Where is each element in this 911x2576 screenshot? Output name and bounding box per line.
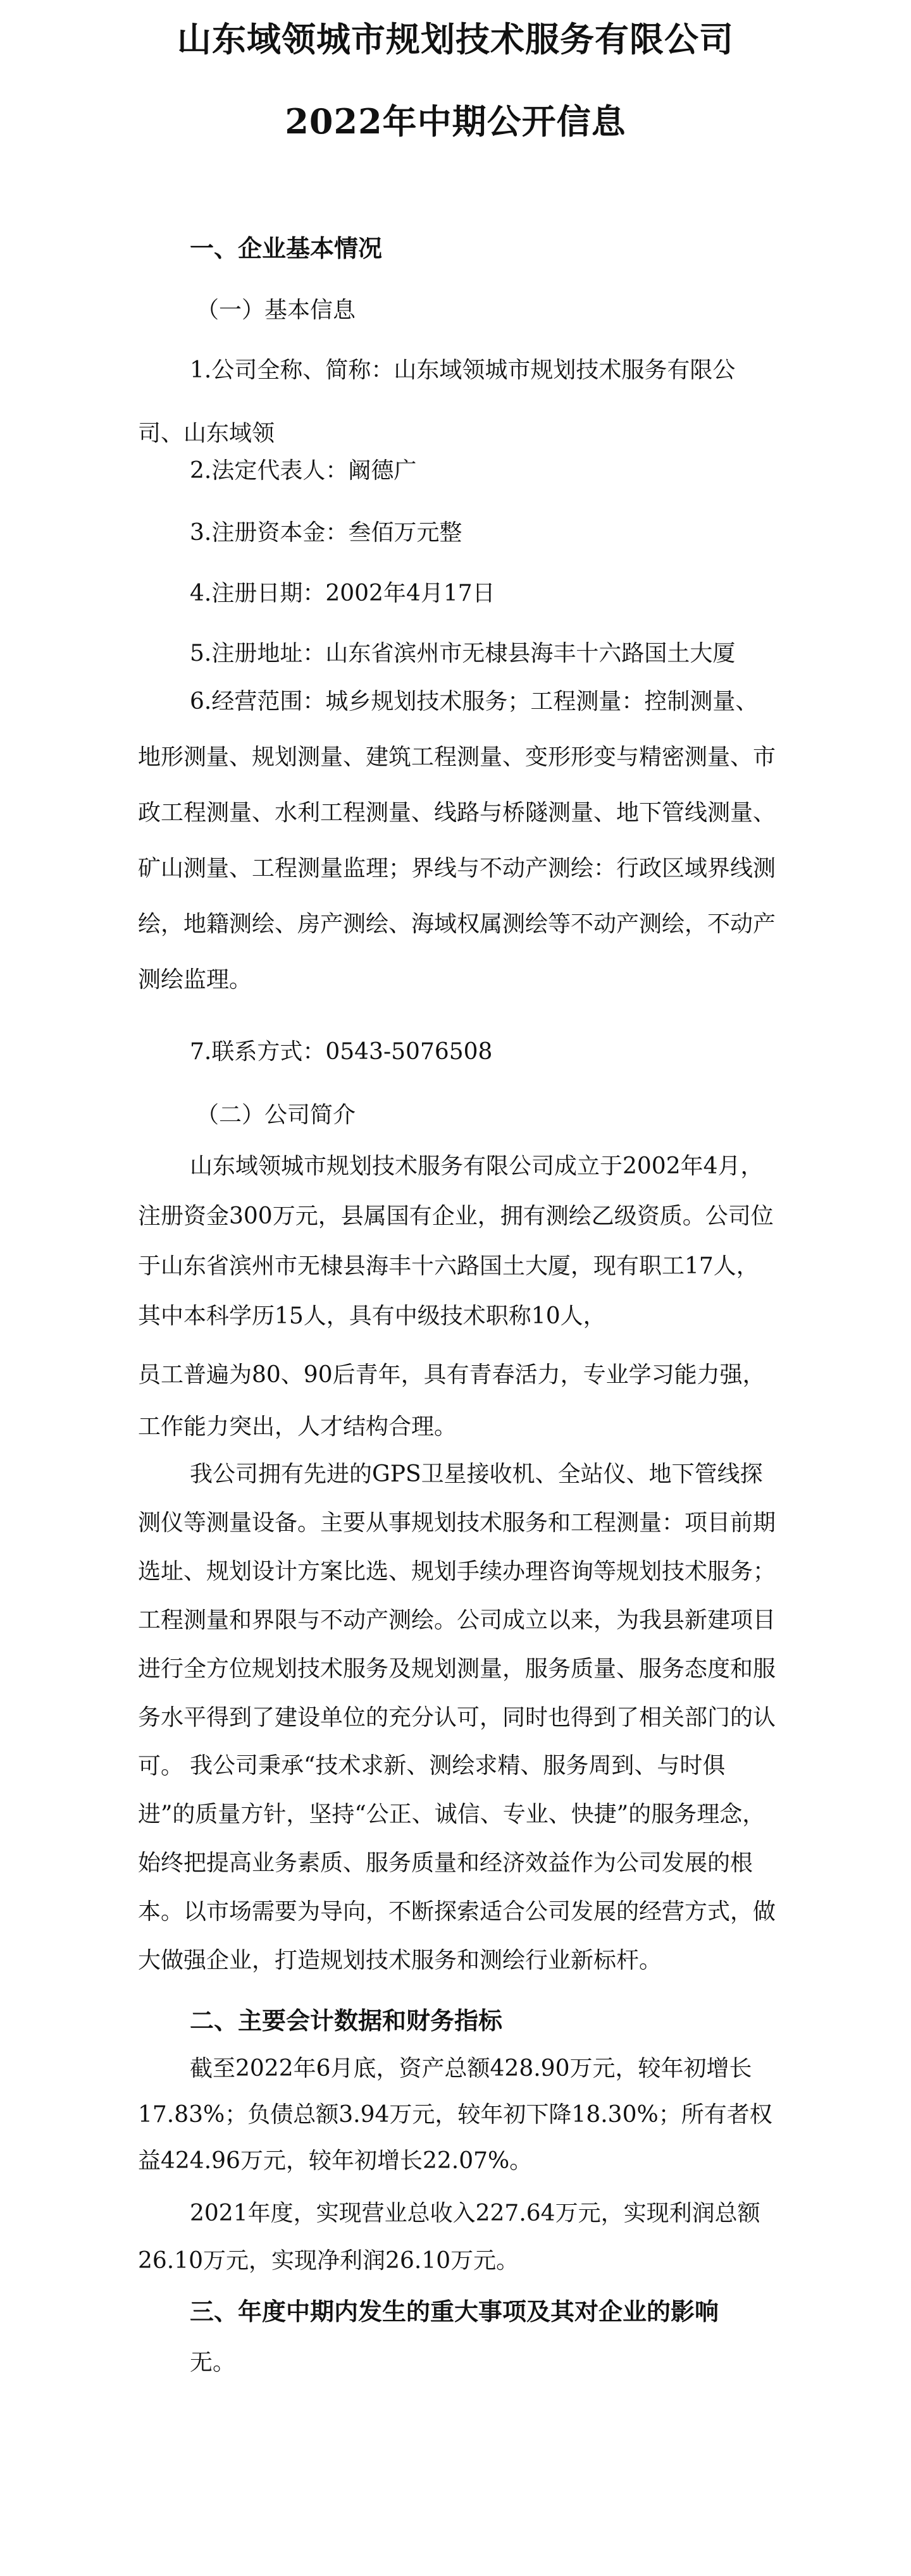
finance-para-2: 2021年度，实现营业总收入227.64万元，实现利润总额26.10万元，实现净利润26.10万元。 [138,2200,760,2274]
info-item-legal-rep: 2.法定代表人：阚德广 [190,458,417,484]
company-intro-heading: （二）公司简介 [196,1102,356,1128]
info-item-reg-address: 5.注册地址：山东省滨州市无棣县海丰十六路国土大厦 [190,641,736,666]
finance-para-1: 截至2022年6月底，资产总额428.90万元，较年初增长17.83%；负债总额3.94万元，较年初下降18.30%；所有者权益424.96万元，较年初增长22.07%。 [138,2056,772,2174]
company-intro-para-2: 我公司拥有先进的GPS卫星接收机、全站仪、地下管线探测仪等测量设备。主要从事规划技术服务和工程测量：项目前期选址、规划设计方案比选、规划手续办理咨询等规划技术服务；工程测量和界限与不动产测绘。公司成立以来，为我县新建项目进行全方位规划技术服务及规划测量，服务质量、服务态度和服务水平得到了建设单位的充分认可，同时也得到了相关部门的认可。 [138,1461,776,1779]
info-item-reg-date: 4.注册日期：2002年4月17日 [190,580,495,606]
info-item-company-name: 1.公司全称、简称：山东域领城市规划技术服务有限公司、山东域领 [138,357,736,446]
company-intro-para-3: 我公司秉承“技术求新、测绘求精、服务周到、与时俱进”的质量方针，坚持“公正、诚信、专业、快捷”的服务理念，始终把提高业务素质、服务质量和经济效益作为公司发展的根本。以市场需要为导向，不断探索适合公司发展的经营方式，做大做强企业，打造规划技术服务和测绘行业新标杆。 [138,1753,776,1973]
company-intro-para-1b: 员工普遍为80、90后青年，具有青春活力，专业学习能力强，工作能力突出，人才结构合理。 [138,1362,765,1440]
document-title-period: 2022年中期公开信息 [285,101,626,142]
section3-content: 无。 [190,2350,236,2376]
section1-heading: 一、企业基本情况 [190,234,383,262]
info-item-business-scope: 6.经营范围：城乡规划技术服务；工程测量：控制测量、地形测量、规划测量、建筑工程测量、变形形变与精密测量、市政工程测量、水利工程测量、线路与桥隧测量、地下管线测量、矿山测量、工程测量监理；界线与不动产测绘：行政区域界线测绘，地籍测绘、房产测绘、海域权属测绘等不动产测绘，不动产测绘监理。 [138,689,776,993]
info-item-contact: 7.联系方式：0543-5076508 [190,1039,493,1065]
info-item-capital: 3.注册资本金：叁佰万元整 [190,520,462,546]
basic-info-heading: （一）基本信息 [196,297,356,323]
document-title-company: 山东域领城市规划技术服务有限公司 [177,19,734,59]
section3-heading: 三、年度中期内发生的重大事项及其对企业的影响 [190,2297,719,2326]
section2-heading: 二、主要会计数据和财务指标 [190,2006,503,2035]
company-intro-para-1a: 山东域领城市规划技术服务有限公司成立于2002年4月，注册资金300万元，县属国有企业，拥有测绘乙级资质。公司位于山东省滨州市无棣县海丰十六路国土大厦，现有职工17人，其中本科学历15人，具有中级技术职称10人， [138,1153,774,1329]
